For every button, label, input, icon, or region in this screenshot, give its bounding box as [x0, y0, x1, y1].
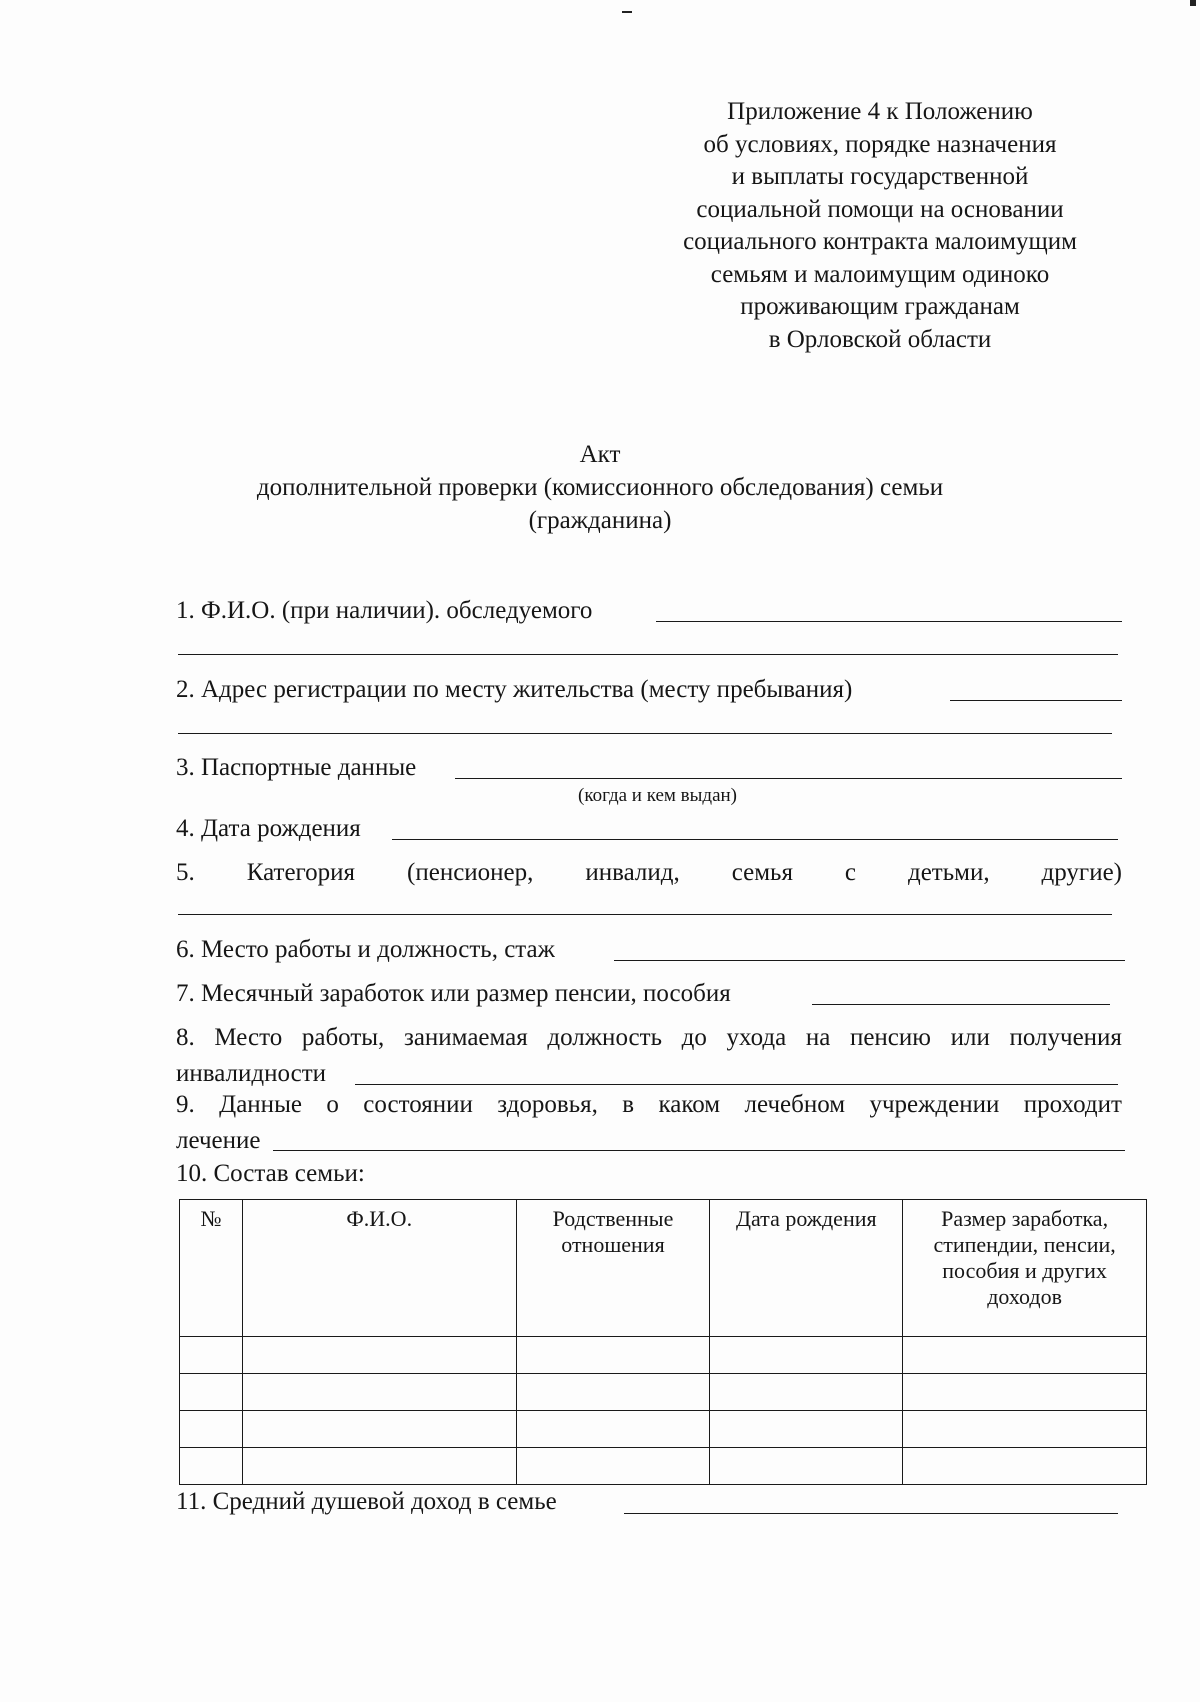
- table-row: [180, 1448, 1147, 1485]
- table-cell[interactable]: [180, 1374, 243, 1411]
- table-cell[interactable]: [903, 1448, 1147, 1485]
- field-2-fill-line-2[interactable]: [178, 733, 1112, 734]
- table-cell[interactable]: [516, 1411, 710, 1448]
- field-5-word: семья: [731, 859, 793, 886]
- field-5-label: [176, 858, 1122, 888]
- table-cell[interactable]: [903, 1411, 1147, 1448]
- field-9-word: учреждении: [869, 1091, 1000, 1118]
- appendix-line: и выплаты государственной: [731, 163, 1029, 190]
- table-row: [180, 1337, 1147, 1374]
- field-9-word: лечебном: [744, 1091, 846, 1118]
- table-row: [180, 1374, 1147, 1411]
- column-header-number: №: [180, 1200, 243, 1337]
- family-composition-table: [179, 1199, 1147, 1485]
- field-5-word: Категория: [246, 859, 356, 886]
- field-1-label: 1. Ф.И.О. (при наличии). обследуемого: [176, 597, 593, 624]
- field-8-word: или: [950, 1024, 990, 1051]
- field-9-word: состоянии: [363, 1091, 473, 1118]
- table-cell[interactable]: [242, 1448, 516, 1485]
- appendix-reference: [630, 96, 1130, 356]
- table-cell[interactable]: [242, 1374, 516, 1411]
- field-10-label: 10. Состав семьи:: [176, 1160, 365, 1187]
- appendix-line: проживающим гражданам: [740, 293, 1020, 320]
- field-4-fill-line[interactable]: [392, 839, 1118, 840]
- table-cell[interactable]: [903, 1374, 1147, 1411]
- appendix-line: в Орловской области: [768, 325, 992, 353]
- table-cell[interactable]: [242, 1411, 516, 1448]
- appendix-line: социального контракта малоимущим: [683, 228, 1077, 255]
- document-subtitle: дополнительной проверки (комиссионного обследования) семьи: [256, 474, 944, 501]
- table-cell[interactable]: [710, 1374, 903, 1411]
- field-9-label: [176, 1090, 1122, 1120]
- table-cell[interactable]: [180, 1337, 243, 1374]
- table-cell[interactable]: [180, 1411, 243, 1448]
- column-header-relationship: Родственные отношения: [516, 1200, 710, 1337]
- table-cell[interactable]: [516, 1374, 710, 1411]
- field-4-label: 4. Дата рождения: [176, 815, 361, 842]
- scan-dust-mark: [622, 11, 632, 13]
- field-5-word: (пенсионер,: [407, 859, 534, 886]
- column-header-birth-date: Дата рождения: [710, 1200, 903, 1337]
- column-header-income: Размер заработка, стипендии, пенсии, пособия и других доходов: [903, 1200, 1147, 1337]
- field-5-fill-line[interactable]: [178, 914, 1112, 915]
- table-cell[interactable]: [516, 1337, 710, 1374]
- field-5-word: детьми,: [907, 859, 990, 886]
- table-cell[interactable]: [710, 1411, 903, 1448]
- table-cell[interactable]: [710, 1448, 903, 1485]
- field-9-word: о: [326, 1091, 339, 1118]
- table-cell[interactable]: [903, 1337, 1147, 1374]
- field-9-fill-line[interactable]: [273, 1150, 1125, 1151]
- table-header-row: [180, 1200, 1147, 1337]
- field-1-fill-line-2[interactable]: [178, 654, 1118, 655]
- appendix-line: об условиях, порядке назначения: [703, 130, 1057, 158]
- document-subtitle-cont: (гражданина): [528, 507, 672, 534]
- field-11-label: 11. Средний душевой доход в семье: [176, 1488, 557, 1515]
- appendix-line: социальной помощи на основании: [696, 195, 1064, 223]
- field-8-word: на: [805, 1024, 831, 1051]
- field-9-word: Данные: [219, 1091, 302, 1118]
- appendix-line: Приложение 4 к Положению: [727, 98, 1033, 125]
- field-8-word: должность: [547, 1024, 662, 1051]
- field-8-fill-line[interactable]: [355, 1084, 1118, 1085]
- field-8-label-cont: инвалидности: [176, 1060, 327, 1087]
- field-8-word: до: [681, 1024, 707, 1051]
- field-7-label: 7. Месячный заработок или размер пенсии, пособия: [176, 980, 731, 1007]
- field-2-fill-line[interactable]: [950, 700, 1122, 701]
- document-title: Акт: [579, 441, 621, 468]
- field-11-fill-line[interactable]: [624, 1513, 1118, 1514]
- field-8-word: работы,: [301, 1024, 385, 1051]
- table-cell[interactable]: [180, 1448, 243, 1485]
- field-9-word: здоровья,: [497, 1091, 598, 1118]
- appendix-line: семьям и малоимущим одиноко: [710, 260, 1050, 288]
- field-3-label: 3. Паспортные данные: [176, 754, 417, 781]
- field-9-word: каком: [658, 1091, 721, 1118]
- field-9-label-cont: лечение: [176, 1127, 261, 1154]
- field-8-word: пенсию: [849, 1024, 931, 1051]
- column-header-full-name: Ф.И.О.: [242, 1200, 516, 1337]
- field-8-word: получения: [1009, 1024, 1122, 1051]
- field-6-fill-line[interactable]: [614, 960, 1125, 961]
- field-9-word: в: [622, 1091, 635, 1118]
- field-3-fill-line[interactable]: [455, 778, 1122, 779]
- table-cell[interactable]: [242, 1337, 516, 1374]
- field-9-word: проходит: [1023, 1091, 1122, 1118]
- field-7-fill-line[interactable]: [812, 1004, 1110, 1005]
- field-3-hint: (когда и кем выдан): [578, 785, 738, 806]
- field-2-label: 2. Адрес регистрации по месту жительства (месту пребывания): [176, 676, 853, 703]
- field-8-label: [176, 1023, 1122, 1053]
- scan-corner-mark: [1190, 0, 1196, 6]
- field-5-word: 5.: [176, 859, 195, 886]
- field-8-word: 8.: [176, 1024, 195, 1051]
- field-5-word: другие): [1041, 859, 1122, 886]
- table-row: [180, 1411, 1147, 1448]
- field-9-word: 9.: [176, 1091, 195, 1118]
- field-6-label: 6. Место работы и должность, стаж: [176, 936, 555, 963]
- table-cell[interactable]: [516, 1448, 710, 1485]
- field-8-word: занимаемая: [403, 1024, 528, 1051]
- field-8-word: Место: [214, 1024, 283, 1051]
- field-5-word: инвалид,: [585, 859, 680, 886]
- field-5-word: с: [844, 859, 857, 886]
- field-1-fill-line[interactable]: [656, 621, 1122, 622]
- table-cell[interactable]: [710, 1337, 903, 1374]
- field-8-word: ухода: [726, 1024, 787, 1051]
